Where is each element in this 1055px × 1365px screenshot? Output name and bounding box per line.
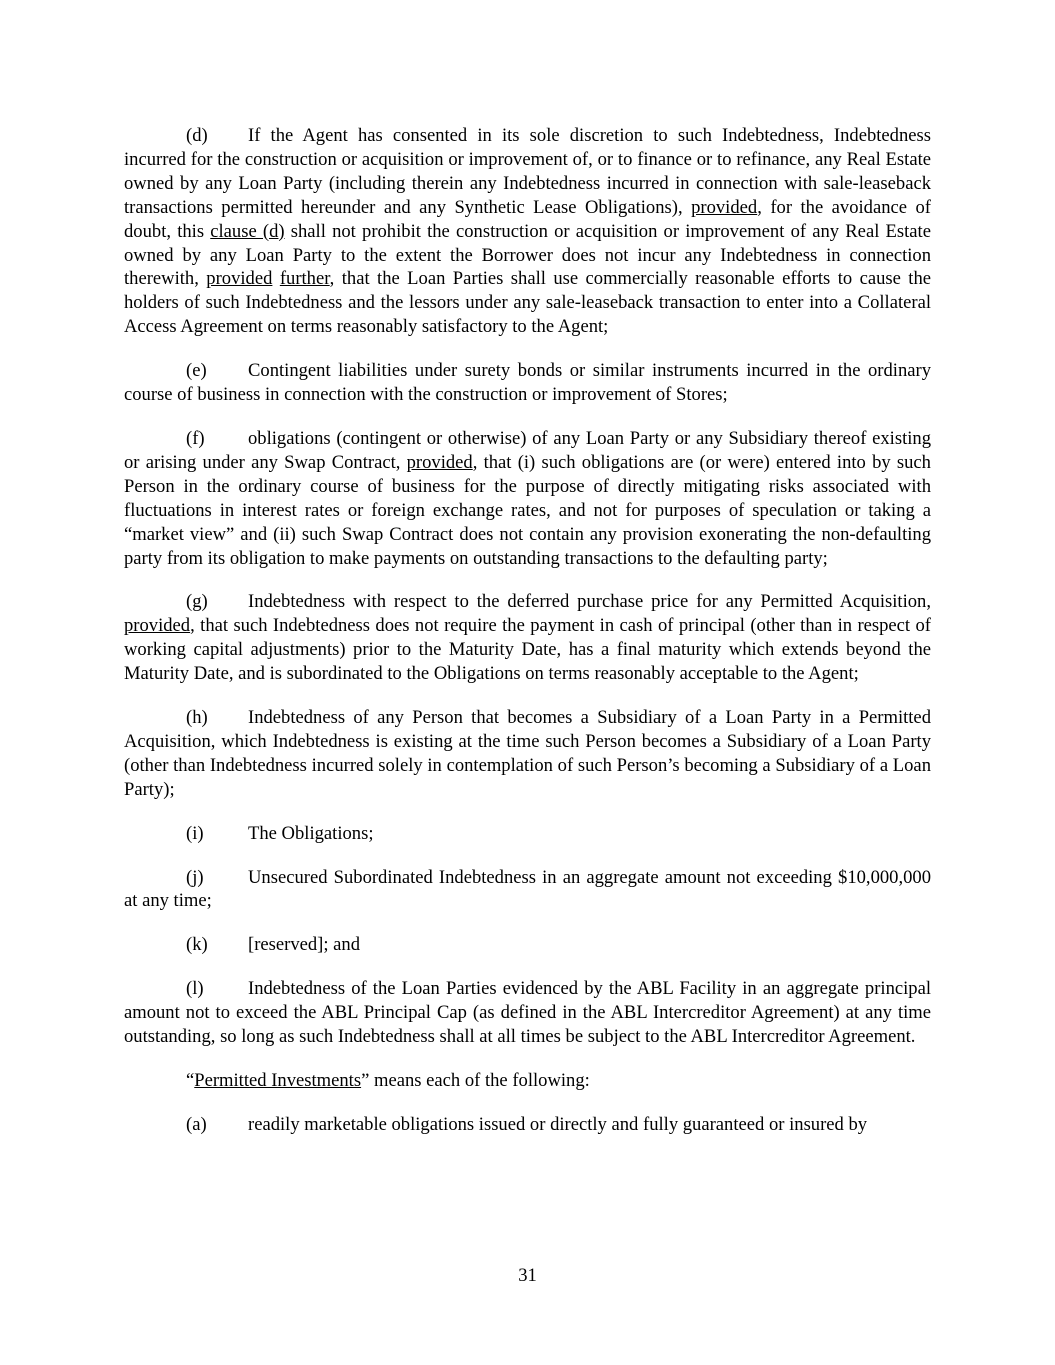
clause-text: Indebtedness of the Loan Parties evidenced by the ABL Facility in an aggregate principal amount not to exceed the ABL Principal Cap (as defined in the ABL Intercreditor Agreement) at any time outstanding, so long as such Indebtedness shall at all times be subject to the ABL Intercreditor Agreement. <box>124 978 931 1048</box>
underlined-term: provided <box>124 615 191 637</box>
clause-i <box>124 822 931 846</box>
clause-l <box>124 977 931 1049</box>
underlined-term: further <box>279 268 330 290</box>
underlined-term: clause (d) <box>210 220 285 242</box>
clause-text: If the Agent has consented in its sole discretion to such Indebtedness, Indebtedness incurred for the construction or acquisition or improvement of, or to finance or to refinance, any Real Estate owned by any Loan Party (including therein any Indebtedness incurred in connection with sale-leaseback transactions permitted hereunder and any Synthetic Lease Obligations), <box>124 125 931 218</box>
clause-label: (d) <box>186 125 208 146</box>
clause-f <box>124 427 931 570</box>
clause-k <box>124 933 931 957</box>
page-number: 31 <box>518 1265 537 1286</box>
clause-text: Contingent liabilities under surety bonds or similar instruments incurred in the ordinary course of business in connection with the construction or improvement of Stores; <box>124 360 931 406</box>
clause-text <box>272 268 279 289</box>
clause-label: (a) <box>186 1113 207 1135</box>
clause-label: (h) <box>186 707 208 729</box>
definition-open-quote: “ <box>186 1070 195 1091</box>
clause-g <box>124 590 931 686</box>
clause-label: (j) <box>186 866 204 888</box>
clause-text: Indebtedness with respect to the deferred purchase price for any Permitted Acquisition, <box>248 591 931 613</box>
clause-label: (e) <box>186 360 207 382</box>
clause-text: readily marketable obligations issued or directly and fully guaranteed or insured by <box>248 1113 868 1135</box>
clause-text: , that such Indebtedness does not require the payment in cash of principal (other than in respect of working capital adjustments) prior to the Maturity Date, has a final maturity which extends beyond the Maturity Date, and is subordinated to the Obligations on terms reasonably acceptable to the Agent; <box>124 615 931 685</box>
clause-j <box>124 866 931 914</box>
clause-text: obligations (contingent or otherwise) of any Loan Party or any Subsidiary thereof existing or arising under any Swap Contract, <box>124 427 931 473</box>
definition-text: ” means each of the following: <box>361 1070 590 1091</box>
clause-label: (i) <box>186 822 204 844</box>
clause-text: , that the Loan Parties shall use commercially reasonable efforts to cause the holders of such Indebtedness and the lessors under any sale-leaseback transaction to enter into a Collateral Access Agreement on terms reasonably satisfactory to the Agent; <box>124 268 932 338</box>
clause-text: Indebtedness of any Person that becomes a Subsidiary of a Loan Party in a Permitted Acquisition, which Indebtedness is existing at the time such Person becomes a Subsidiary of a Loan Party (other than Indebtedness incurred solely in contemplation of such Person’s becoming a Subsidiary of a Loan Party); <box>124 707 931 800</box>
clause-text: , that (i) such obligations are (or were) entered into by such Person in the ordinary course of business for the purpose of directly mitigating risks associated with fluctuations in interest rates or foreign exchange rates, and not for purposes of speculation or taking a “market view” and (ii) such Swap Contract does not contain any provision exonerating the non-defaulting party from its obligation to make payments on outstanding transactions to the defaulting party; <box>124 451 931 569</box>
clause-h <box>124 706 931 802</box>
underlined-term: provided <box>691 196 758 218</box>
clause-label: (g) <box>186 591 208 613</box>
investments-clause-a <box>124 1113 931 1137</box>
underlined-term: provided <box>406 451 473 473</box>
clause-text: The Obligations; <box>248 822 374 844</box>
clause-e <box>124 359 931 407</box>
clause-label: (f) <box>186 427 205 449</box>
clause-text: shall not prohibit the construction or acquisition or improvement of any Real Estate owned by any Loan Party to the extent the Borrower does not incur any Indebtedness in connection therewith, <box>124 220 931 290</box>
definition-permitted-investments <box>124 1069 931 1093</box>
defined-term: Permitted Investments <box>194 1070 362 1091</box>
document-page <box>124 124 931 1137</box>
clause-label: (k) <box>186 934 208 956</box>
clause-label: (l) <box>186 978 204 1000</box>
clause-text: [reserved]; and <box>248 934 361 956</box>
underlined-term: provided <box>206 268 273 290</box>
clause-d <box>124 124 931 339</box>
clause-text: , for the avoidance of doubt, this <box>124 196 932 242</box>
clause-text: Unsecured Subordinated Indebtedness in an aggregate amount not exceeding $10,000,000 at any time; <box>124 866 931 912</box>
